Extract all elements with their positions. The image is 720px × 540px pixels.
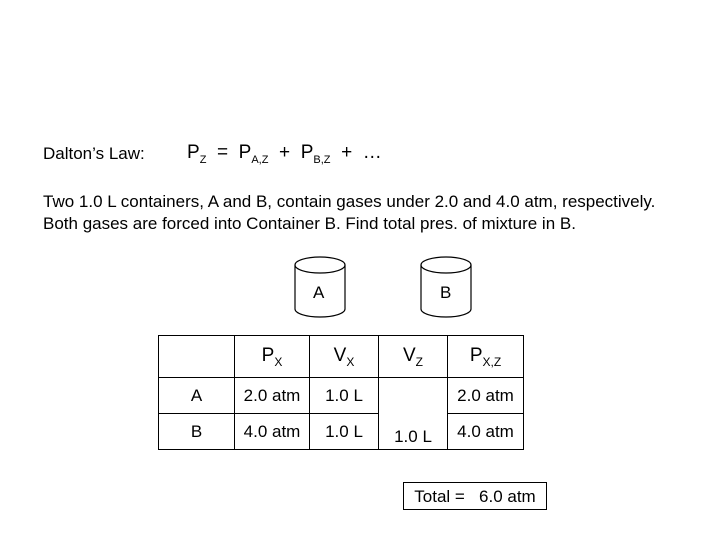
eq-term2-sub: B,Z <box>313 153 331 166</box>
table-header-row <box>159 336 524 378</box>
eq-term1-sub: A,Z <box>251 153 269 166</box>
pressure-a: 2.0 atm <box>235 378 310 414</box>
header-vz: $V_Z$ <box>379 336 448 378</box>
pressure-b: 4.0 atm <box>235 414 310 450</box>
header-px: $P_X$ <box>235 336 310 378</box>
eq-lhs-sub: Z <box>199 153 207 166</box>
header-vx: $V_X$ <box>310 336 379 378</box>
gas-table <box>158 335 524 450</box>
eq-lhs-var: P <box>187 142 200 163</box>
dalton-equation <box>187 142 382 166</box>
eq-term1-var: P <box>238 142 252 163</box>
problem-statement <box>43 191 655 235</box>
table-row <box>159 414 524 450</box>
partial-pressure-a: 2.0 atm <box>448 378 524 414</box>
problem-line-2: Both gases are forced into Container B. Find total pres. of mixture in B. <box>43 214 576 233</box>
gas-name-a: A <box>159 378 235 414</box>
eq-plus-1: + <box>279 142 291 163</box>
eq-ellipsis: … <box>362 142 382 163</box>
container-a-label: A <box>313 283 325 302</box>
volume-b: 1.0 L <box>310 414 379 450</box>
header-pxz: $P_{X,Z}$ <box>448 336 524 378</box>
eq-term2-var: P <box>300 142 314 163</box>
law-label: Dalton’s Law: <box>43 144 145 163</box>
gas-name-b: B <box>159 414 235 450</box>
total-pressure-box: Total = 6.0 atm <box>403 482 547 510</box>
final-volume: 1.0 L <box>379 378 448 450</box>
eq-equals: = <box>216 142 229 163</box>
eq-plus-2: + <box>341 142 353 163</box>
volume-a: 1.0 L <box>310 378 379 414</box>
problem-line-1: Two 1.0 L containers, A and B, contain gases under 2.0 and 4.0 atm, respectively. <box>43 192 656 211</box>
container-b-label: B <box>440 283 452 302</box>
partial-pressure-b: 4.0 atm <box>448 414 524 450</box>
header-blank <box>159 336 235 378</box>
table-row <box>159 378 524 414</box>
